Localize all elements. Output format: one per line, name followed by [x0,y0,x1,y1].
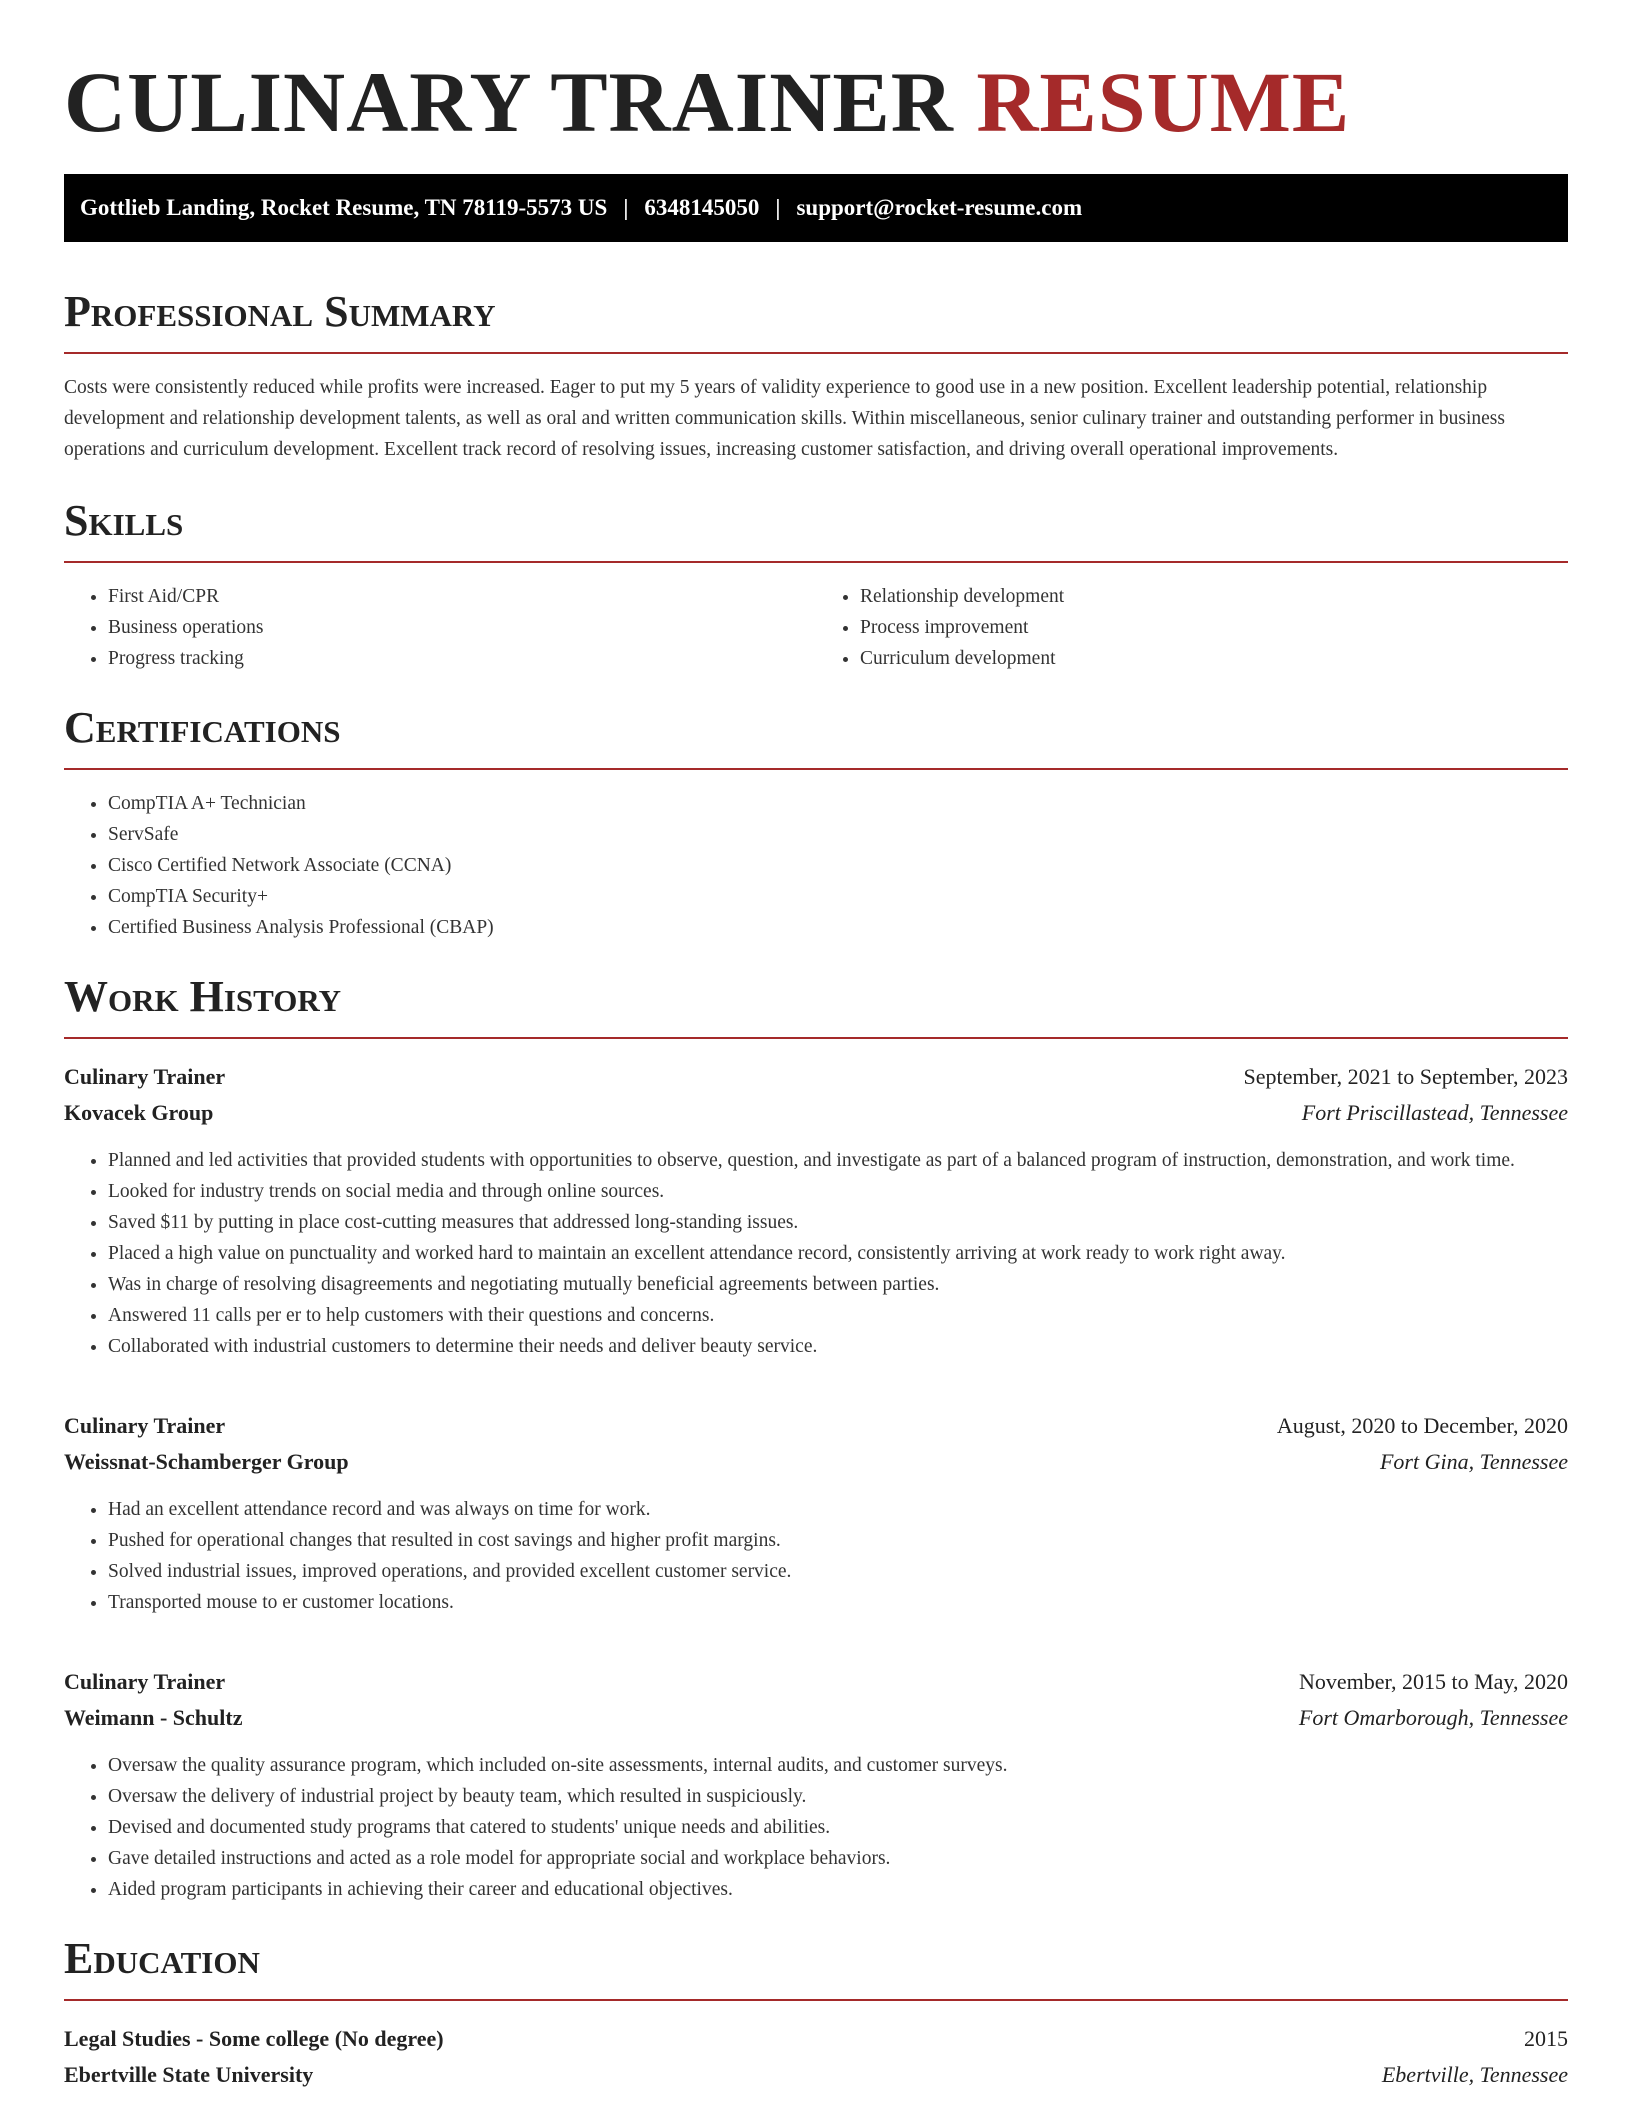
job-bullets [64,1145,1568,1362]
job-bullet: • Planned and led activities that provided students with opportunities to observe, question, and investigate as part of a balanced program of instruction, demonstration, and work time. [108,1145,1568,1176]
section-divider [64,768,1568,770]
certification-item: • ServSafe [108,819,1568,850]
job-company-row [64,1444,1568,1480]
education-heading: Education [64,1934,260,1983]
job-bullet: • Oversaw the delivery of industrial project by beauty team, which resulted in suspiciously. [108,1781,1568,1812]
job-bullet: • Oversaw the quality assurance program, which included on-site assessments, internal audits, and customer surveys. [108,1750,1568,1781]
certifications-list [64,788,1568,943]
job-bullet: • Collaborated with industrial customers to determine their needs and deliver beauty service. [108,1331,1568,1362]
job-title: Culinary Trainer [64,1064,226,1089]
contact-address: Gottlieb Landing, Rocket Resume, TN 78119-5573 US [80,195,608,220]
skills-section [64,495,1568,674]
job-company: Weissnat-Schamberger Group [64,1449,349,1474]
job-company-row [64,1700,1568,1736]
job-bullet: • Gave detailed instructions and acted as a role model for appropriate social and workplace behaviors. [108,1843,1568,1874]
summary-section [64,286,1568,465]
skill-item: • Business operations [108,612,816,643]
skill-item: • Process improvement [860,612,1568,643]
job-title: Culinary Trainer [64,1413,226,1438]
job-header-row [64,1664,1568,1700]
contact-email[interactable]: support@rocket-resume.com [796,195,1083,220]
education-school-row [64,2057,1568,2093]
job-bullet: • Solved industrial issues, improved operations, and provided excellent customer service. [108,1556,1568,1587]
job-company-row [64,1095,1568,1131]
certification-item: • Cisco Certified Network Associate (CCNA) [108,850,1568,881]
certifications-section [64,702,1568,943]
job-dates: November, 2015 to May, 2020 [1299,1669,1568,1694]
skill-item: • Relationship development [860,581,1568,612]
job-bullet: • Devised and documented study programs that catered to students' unique needs and abilities. [108,1812,1568,1843]
job-company: Weimann - Schultz [64,1705,243,1730]
section-divider [64,1037,1568,1039]
contact-bar [64,174,1568,242]
job-bullet: • Looked for industry trends on social media and through online sources. [108,1176,1568,1207]
job-bullet: • Transported mouse to er customer locations. [108,1587,1568,1618]
education-degree: Legal Studies - Some college (No degree) [64,2026,444,2051]
job-bullet: • Pushed for operational changes that resulted in cost savings and higher profit margins. [108,1525,1568,1556]
job-bullets [64,1494,1568,1618]
title-accent: RESUME [976,54,1351,150]
job-dates: September, 2021 to September, 2023 [1243,1064,1568,1089]
work-history-section [64,971,1568,1905]
job-company: Kovacek Group [64,1100,214,1125]
skill-item: • Curriculum development [860,643,1568,674]
job-location: Fort Gina, Tennessee [1379,1449,1568,1474]
job-bullet: • Had an excellent attendance record and was always on time for work. [108,1494,1568,1525]
certification-item: • CompTIA A+ Technician [108,788,1568,819]
resume-title [64,52,1568,152]
section-divider [64,352,1568,354]
job-bullet: • Aided program participants in achieving their career and educational objectives. [108,1874,1568,1905]
skills-list-right [816,581,1568,674]
education-entry [64,2021,1568,2093]
summary-heading: Professional Summary [64,287,496,336]
job-location: Fort Priscillastead, Tennessee [1301,1100,1568,1125]
job-bullet: • Answered 11 calls per er to help customers with their questions and concerns. [108,1300,1568,1331]
skills-heading: Skills [64,496,184,545]
job-entry [64,1664,1568,1905]
work-history-heading: Work History [64,972,342,1021]
education-section [64,1933,1568,2093]
job-header-row [64,1408,1568,1444]
job-bullets [64,1750,1568,1905]
certifications-heading: Certifications [64,703,341,752]
job-location: Fort Omarborough, Tennessee [1298,1705,1568,1730]
job-entry [64,1408,1568,1618]
title-main: CULINARY TRAINER [64,54,954,150]
job-bullet: • Was in charge of resolving disagreements and negotiating mutually beneficial agreements between parties. [108,1269,1568,1300]
job-header-row [64,1059,1568,1095]
section-divider [64,1999,1568,2001]
certification-item: • Certified Business Analysis Professional (CBAP) [108,912,1568,943]
education-header-row [64,2021,1568,2057]
education-year: 2015 [1524,2026,1568,2051]
job-dates: August, 2020 to December, 2020 [1276,1413,1568,1438]
job-entry [64,1059,1568,1362]
job-bullet: • Saved $11 by putting in place cost-cutting measures that addressed long-standing issues. [108,1207,1568,1238]
job-title: Culinary Trainer [64,1669,226,1694]
skill-item: • Progress tracking [108,643,816,674]
contact-phone[interactable]: 6348145050 [644,195,760,220]
skill-item: • First Aid/CPR [108,581,816,612]
education-location: Ebertville, Tennessee [1381,2062,1568,2087]
education-school: Ebertville State University [64,2062,314,2087]
summary-text: Costs were consistently reduced while profits were increased. Eager to put my 5 years of validity experience to good use in a new position. Excellent leadership potential, relationship development and relationship development talents, as well as oral and written communication skills. Within miscellaneous, senior culinary trainer and outstanding performer in business operations and curriculum development. Excellent track record of resolving issues, increasing customer satisfaction, and driving overall operational improvements. [64,377,1505,460]
contact-separator: | [623,195,629,220]
job-bullet: • Placed a high value on punctuality and worked hard to maintain an excellent attendance record, consistently arriving at work ready to work right away. [108,1238,1568,1269]
certification-item: • CompTIA Security+ [108,881,1568,912]
contact-separator: | [775,195,781,220]
skills-list-left [64,581,816,674]
skills-grid [64,563,1568,674]
